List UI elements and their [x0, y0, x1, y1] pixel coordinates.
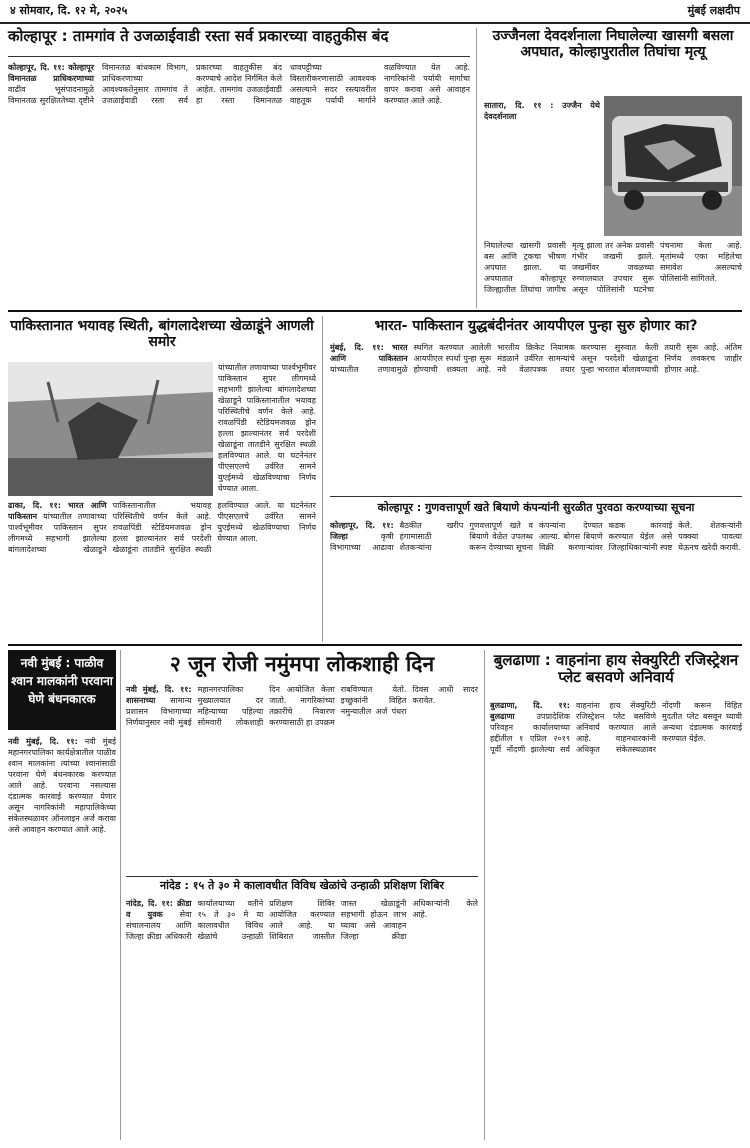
divider [330, 496, 742, 497]
story2-intro [484, 100, 600, 214]
page-date: ४ सोमवार, दि. १२ मे, २०२५ [10, 4, 128, 17]
story7-body [126, 684, 478, 872]
divider [8, 644, 742, 646]
story8-body [490, 700, 742, 1140]
divider [126, 876, 478, 877]
story4-text: यांच्यातील तणावामुळे स्थगित करण्यात आलेली आयपीएल स्पर्धा पुन्हा सुरू होण्याची शक्यता आहे. भारतीय क्रिकेट नियामक मंडळाने उर्वरित सामन्यांचे नवे वेळापत्रक तयार करण्यास सुरुवात केली असून परदेशी खेळाडूंना पुन्हा भारतात बोलावण्याची तयारी सुरू आहे. अंतिम निर्णय लवकरच जाहीर होणार आहे. [330, 343, 742, 374]
divider [476, 28, 477, 308]
divider [322, 316, 323, 642]
story7-headline: २ जून रोजी नमुंमपा लोकशाही दिन [169, 652, 435, 676]
divider [484, 650, 485, 1140]
story8-dateline: बुलढाणा, दि. ११: बुलढाणा [490, 701, 570, 721]
bus-accident-illustration [604, 96, 742, 236]
story3-text: यांच्यातील तणावाच्या पार्श्वभूमीवर पाकिस्तान सुपर लीगमध्ये सहभागी झालेल्या बांगलादेशच्या खेळाडूने पाकिस्तानातील भयावह परिस्थितीचे वर्णन केले आहे. रावळपिंडी स्टेडियमजवळ ड्रोन हल्ला झाल्यानंतर सर्व परदेशी खेळाडूंना तातडीने सुरक्षित स्थळी हलविण्यात आले. या घटनेनंतर पीएसएलचे उर्वरित सामने युएईमध्ये खेळविण्याचा निर्णय घेण्यात आला. [8, 501, 316, 554]
story5-dateline: कोल्हापूर, दि. ११: जिल्हा [330, 521, 394, 541]
story6-dateline: नवी मुंबई, दि. ११: [8, 737, 78, 746]
story8-headline: बुलढाणा : वाहनांना हाय सेक्युरिटी रजिस्ट्रेशन प्लेट बसवणे अनिवार्य [493, 651, 739, 687]
story8-text: उपप्रादेशिक परिवहन कार्यालयाच्या हद्दीतील १ एप्रिल २०१९ पूर्वी नोंदणी झालेल्या सर्व वाहनांना हाय सेक्युरिटी रजिस्ट्रेशन प्लेट बसविणे अनिवार्य करण्यात आले आहे. वाहनधारकांनी अधिकृत संकेतस्थळावर नोंदणी करून विहित मुदतीत प्लेट बसवून घ्यावी अन्यथा दंडात्मक कारवाई करण्यात येईल. [490, 701, 742, 754]
story4-dateline: मुंबई, दि. ११: भारत आणि पाकिस्तान [330, 343, 408, 363]
bus-accident-photo [604, 96, 742, 236]
divider [8, 56, 470, 57]
story9-dateline: नांदेड, दि. ११: क्रीडा व युवक [126, 899, 192, 919]
story4-body [330, 342, 742, 492]
story1-headline: कोल्हापूर : तामगांव ते उजळाईवाडी रस्ता सर्व प्रकारच्या वाहतुकीस बंद [8, 27, 389, 45]
divider [8, 310, 742, 312]
story5-headline: कोल्हापूर : गुणवत्तापूर्ण खते बियाणे कंपन्यांनी सुरळीत पुरवठा करण्याच्या सूचना [377, 501, 695, 514]
story1-text: वाढीव भूसंपादनामुळे विमानतळ सुरक्षिततेच्या दृष्टीने विमानतळ बांधकाम विभाग, प्राधिकरणाच्या आवश्यकतेनुसार तामगांव ते उजळाईवाडी रस्ता सर्व प्रकारच्या वाहतुकीस बंद करण्याचे आदेश निर्गमित केले आहेत. तामगांव उजळाईवाडी हा रस्ता विमानतळ धावपट्टीच्या विस्तारीकरणासाठी आवश्यक असल्याने सदर रस्त्यावरील वाहतूक पर्यायी मार्गाने वळविण्यात येत आहे. नागरिकांनी पर्यायी मार्गाचा वापर करावा असे आवाहन करण्यात आले आहे. [8, 63, 470, 105]
story5-text: कृषी विभागाच्या आढावा बैठकीत खरीप हंगामासाठी शेतकऱ्यांना गुणवत्तापूर्ण खते व बियाणे वेळेत उपलब्ध करून देण्याच्या सूचना कंपन्यांना देण्यात आल्या. बोगस बियाणे विक्री करणाऱ्यांवर कडक कारवाई करण्यात येईल असे जिल्हाधिकाऱ्यांनी स्पष्ट केले. शेतकऱ्यांनी पक्क्या पावत्या घेऊनच खरेदी करावी. [330, 521, 742, 552]
story1-body [8, 62, 470, 304]
story9-body [126, 898, 478, 1140]
divider [120, 650, 121, 1140]
masthead-bar [0, 0, 750, 24]
story9-headline: नांदेड : १५ ते ३० मे कालावधीत विविध खेळांचे उन्हाळी प्रशिक्षण शिबिर [159, 879, 445, 892]
story3-side [218, 362, 316, 496]
story3-headline: पाकिस्तानात भयावह स्थिती, बांगलादेशच्या खेळाडूंने आणली समोर [10, 318, 314, 351]
paper-name: मुंबई लक्षदीप [687, 4, 740, 17]
story2-body [484, 240, 742, 306]
story9-text: सेवा संचालनालय आणि जिल्हा क्रीडा अधिकारी कार्यालयाच्या वतीने १५ ते ३० मे या कालावधीत विविध खेळांचे उन्हाळी प्रशिक्षण शिबिर आयोजित करण्यात आले आहे. या शिबिरात जास्तीत जास्त खेळाडूंनी सहभागी होऊन लाभ घ्यावा असे आवाहन जिल्हा क्रीडा अधिकाऱ्यांनी केले आहे. [126, 899, 478, 941]
stadium-photo [8, 362, 213, 496]
story5-body [330, 520, 742, 640]
story3-side-text: यांच्यातील तणावाच्या पार्श्वभूमीवर पाकिस्तान सुपर लीगमध्ये सहभागी झालेल्या बांगलादेशच्या खेळाडूने पाकिस्तानातील भयावह परिस्थितीचे वर्णन केले आहे. रावळपिंडी स्टेडियमजवळ ड्रोन हल्ला झाल्यानंतर सर्व परदेशी खेळाडूंना तातडीने सुरक्षित स्थळी हलविण्यात आले. या घटनेनंतर पीएसएलचे उर्वरित सामने युएईमध्ये खेळविण्याचा निर्णय घेण्यात आला. [218, 363, 316, 493]
story1-dateline: कोल्हापूर, दि. ११: कोल्हापूर विमानतळ प्राधिकरणाच्या [8, 63, 94, 83]
story7-dateline: नवी मुंबई, दि. ११: शासनाच्या [126, 685, 192, 705]
story6-headline: नवी मुंबई : पाळीव श्वान मालकांनी परवाना घेणे बंधनकारक [8, 650, 116, 730]
stadium-illustration [8, 362, 213, 496]
story2-dateline: सातारा, दि. ११ : उज्जैन येथे देवदर्शनाला [484, 101, 600, 121]
story6-text: नवी मुंबई महानगरपालिका कार्यक्षेत्रातील पाळीव श्वान मालकांना त्यांच्या श्वानांसाठी परवाना घेणे बंधनकारक करण्यात आले आहे. परवाना नसल्यास दंडात्मक कारवाई करण्यात येणार असून नागरिकांनी महापालिकेच्या संकेतस्थळावर ऑनलाइन अर्ज करावा असे आवाहन करण्यात आले आहे. [8, 737, 116, 834]
story2-headline: उज्जैनला देवदर्शनाला निघालेल्या खासगी बसला अपघात, कोल्हापुरातील तिघांचा मृत्यू [492, 28, 734, 61]
story2-text: निघालेल्या खासगी प्रवासी बस आणि ट्रकचा भीषण अपघात झाला. या अपघातात कोल्हापूर जिल्ह्यातील तिघांचा जागीच मृत्यू झाला तर अनेक प्रवासी गंभीर जखमी झाले. जखमींवर जवळच्या रुग्णालयात उपचार सुरू असून पोलिसांनी घटनेचा पंचनामा केला आहे. मृतांमध्ये एका महिलेचा समावेश असल्याचे पोलिसांनी सांगितले. [484, 241, 742, 294]
story4-headline: भारत- पाकिस्तान युद्धबंदीनंतर आयपीएल पुन्हा सुरु होणार का? [374, 318, 698, 334]
story6-body [8, 736, 116, 1140]
story3-body [8, 500, 316, 640]
story3-dateline: ढाका, दि. ११: भारत आणि पाकिस्तान [8, 501, 107, 521]
story7-text: सामान्य प्रशासन विभागाच्या निर्णयानुसार नवी मुंबई महानगरपालिका मुख्यालयात दर महिन्याच्या पहिल्या सोमवारी लोकशाही दिन आयोजित केला जातो. नागरिकांच्या तक्रारींचे निवारण करण्यासाठी हा उपक्रम राबविण्यात येतो. इच्छुकांनी विहित नमुन्यातील अर्ज पंधरा दिवस आधी सादर करावेत. [126, 685, 478, 727]
